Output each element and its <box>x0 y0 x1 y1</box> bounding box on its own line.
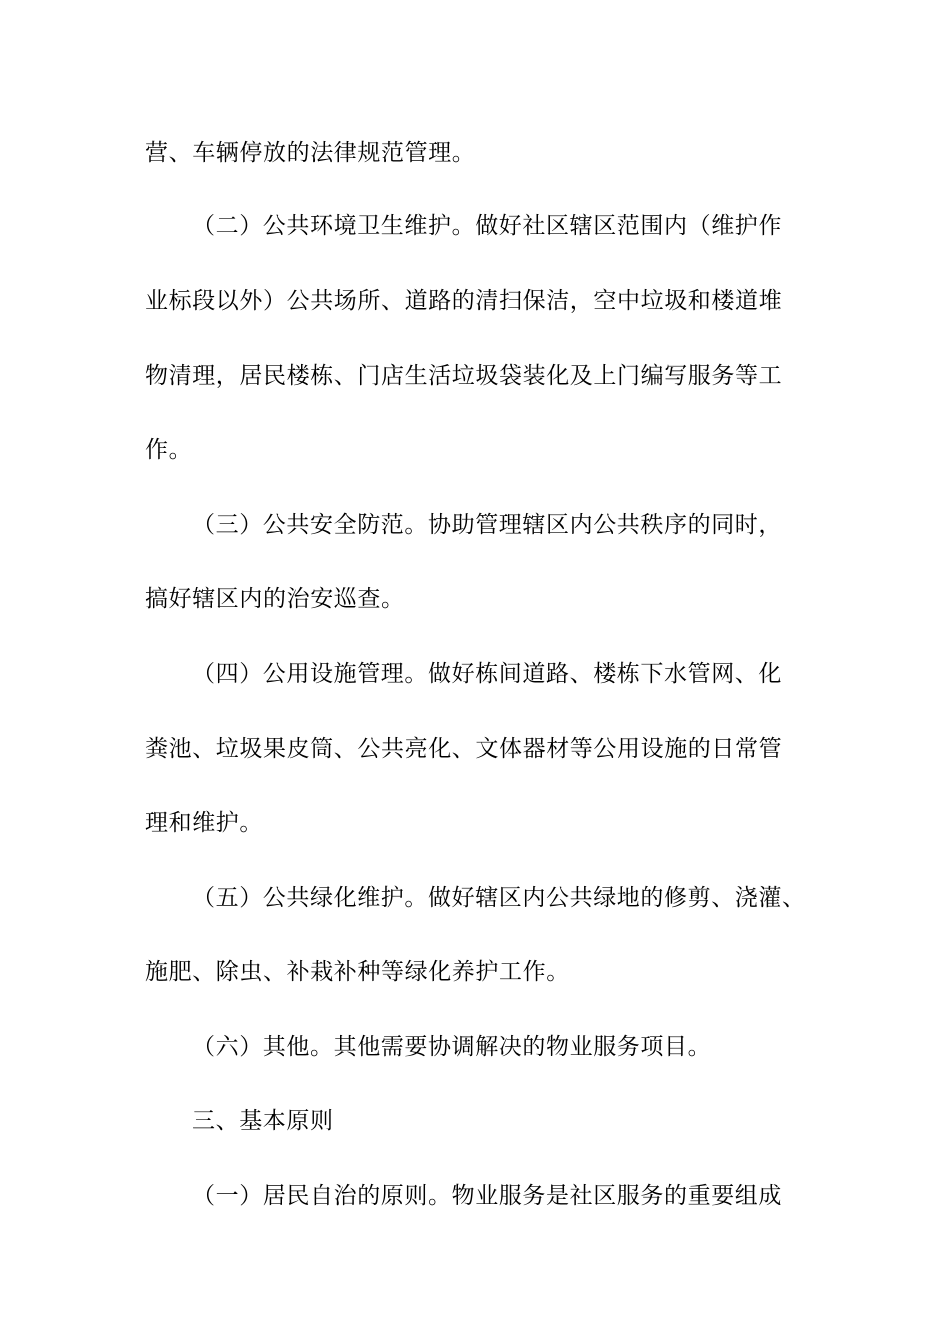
text-line: 物清理，居民楼栋、门店生活垃圾袋装化及上门编写服务等工 <box>145 363 783 389</box>
text-line: （一）居民自治的原则。物业服务是社区服务的重要组成 <box>192 1183 782 1209</box>
text-line: （四）公用设施管理。做好栋间道路、楼栋下水管网、化 <box>192 661 782 687</box>
text-line: （六）其他。其他需要协调解决的物业服务项目。 <box>192 1034 712 1060</box>
section-heading: 三、基本原则 <box>192 1108 334 1134</box>
text-line: 业标段以外）公共场所、道路的清扫保洁，空中垃圾和楼道堆 <box>145 288 783 314</box>
text-line: 理和维护。 <box>145 810 263 836</box>
text-line: （五）公共绿化维护。做好辖区内公共绿地的修剪、浇灌、 <box>192 885 806 911</box>
text-line: 粪池、垃圾果皮筒、公共亮化、文体器材等公用设施的日常管 <box>145 736 783 762</box>
text-line: （二）公共环境卫生维护。做好社区辖区范围内（维护作 <box>192 213 782 239</box>
text-line: （三）公共安全防范。协助管理辖区内公共秩序的同时， <box>192 512 782 538</box>
text-line: 营、车辆停放的法律规范管理。 <box>145 140 476 166</box>
text-line: 施肥、除虫、补栽补种等绿化养护工作。 <box>145 959 570 985</box>
text-line: 搞好辖区内的治安巡查。 <box>145 586 405 612</box>
text-line: 作。 <box>145 437 193 463</box>
